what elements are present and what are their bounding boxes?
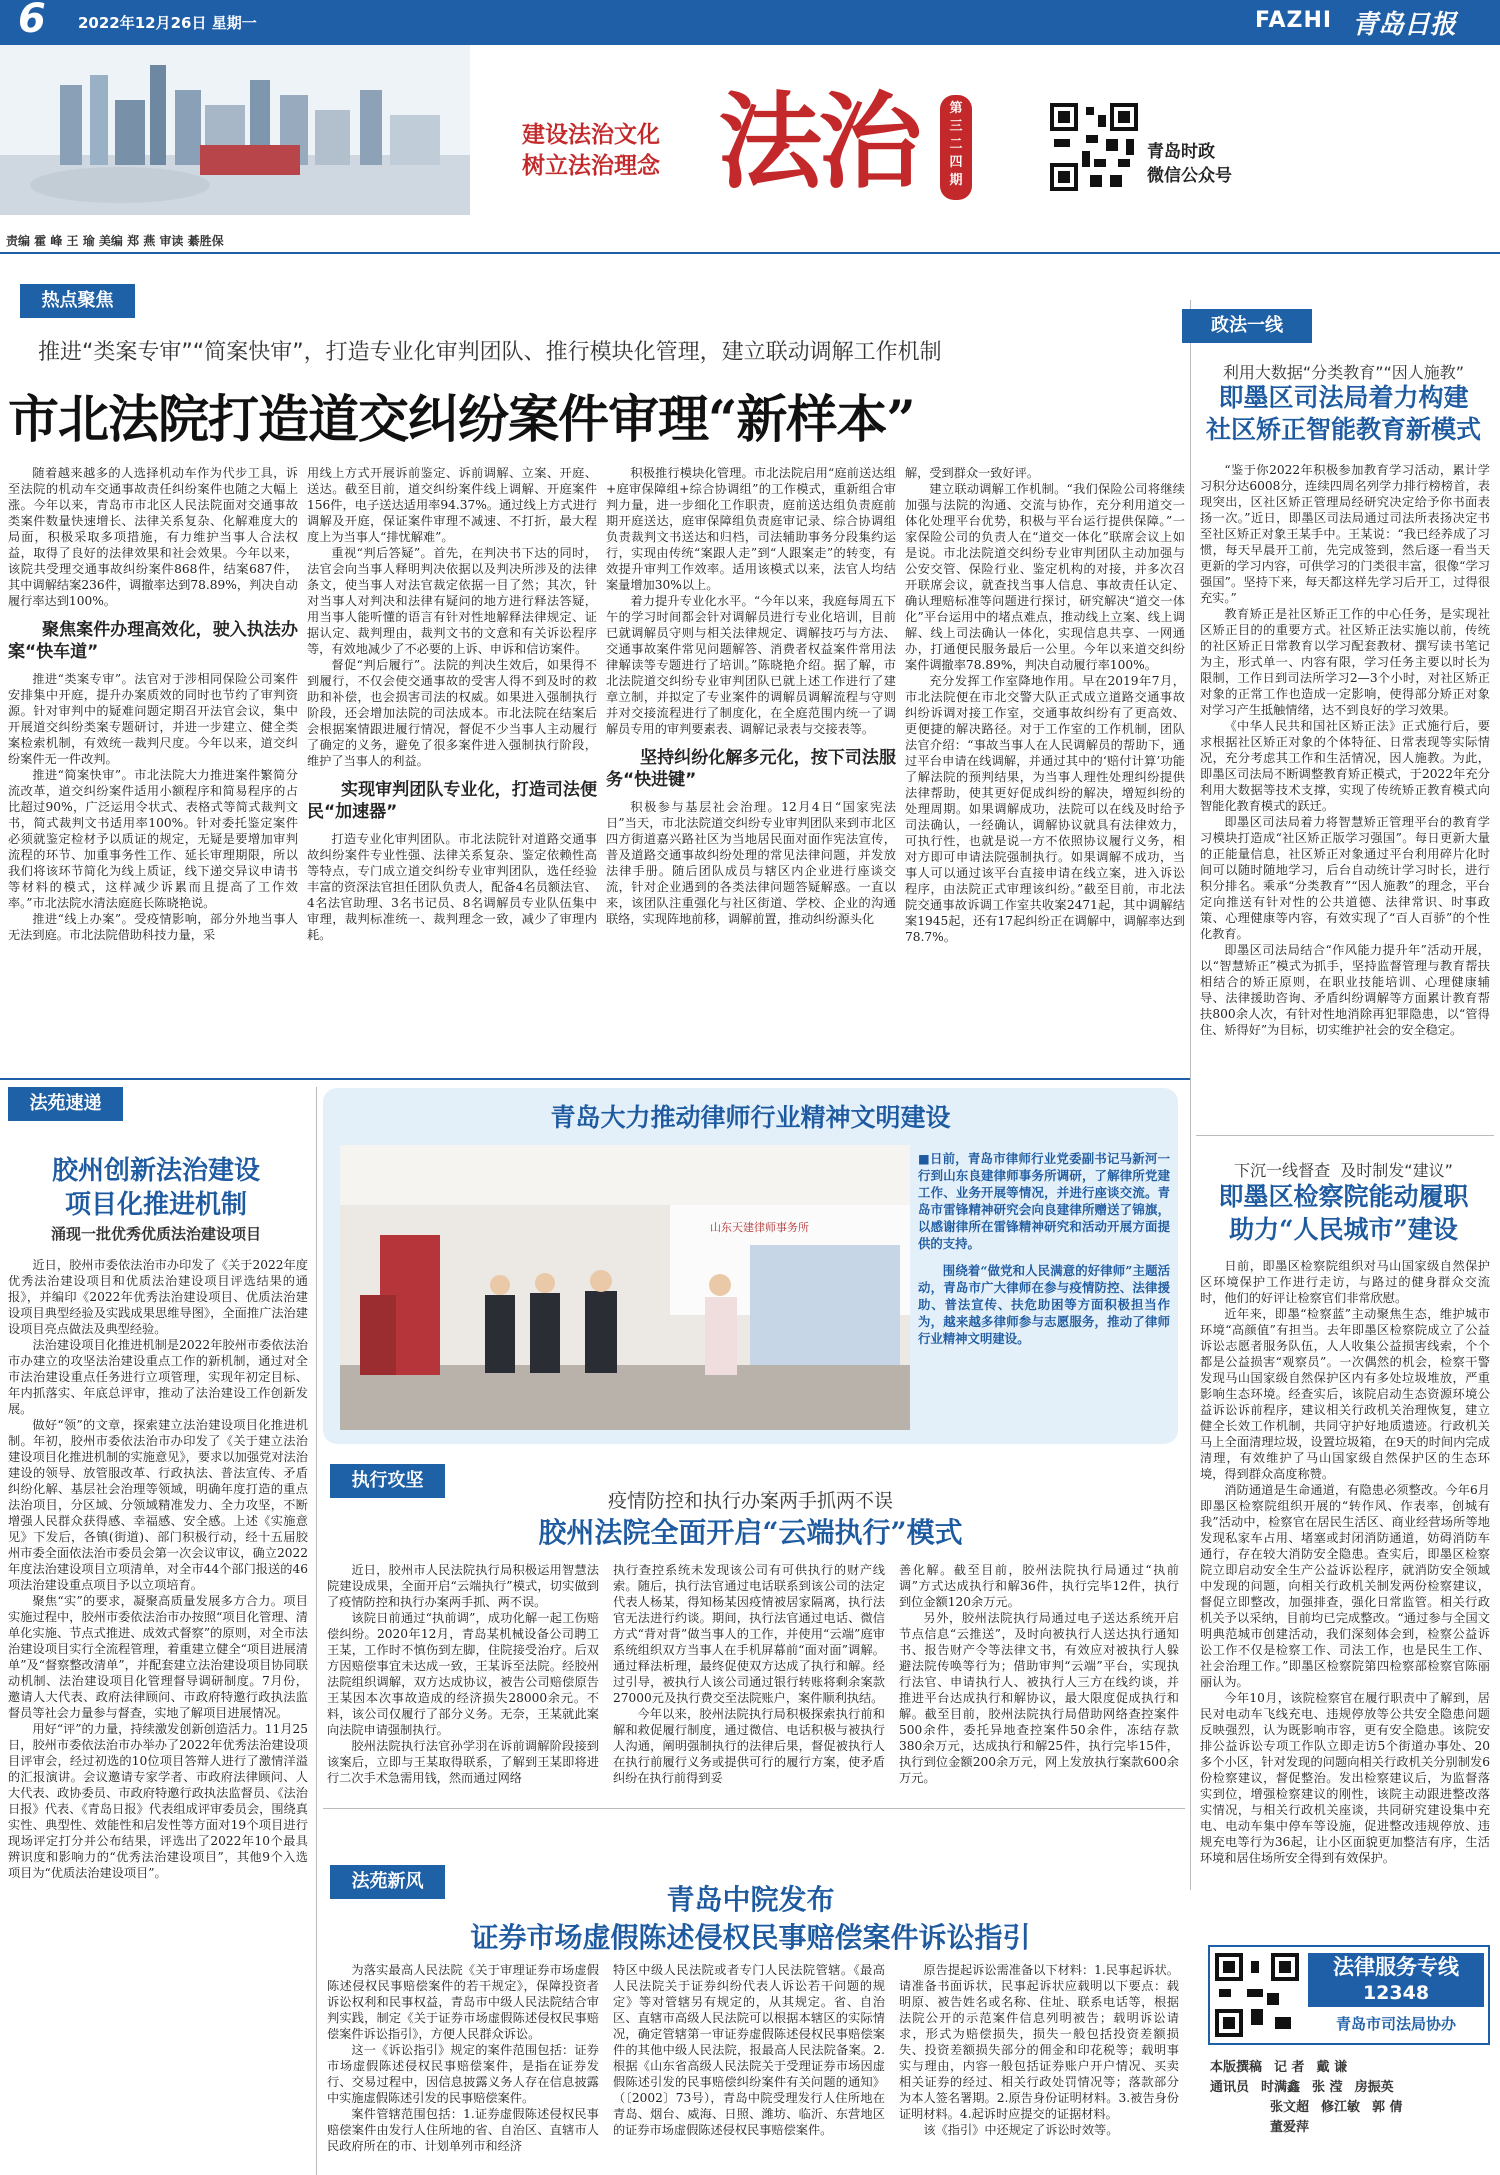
fysd-title-1: 胶州创新法治建设 [51, 1156, 260, 1186]
zfyx-p4: 即墨区司法局着力将智慧矫正管理平台的教育学习模块打造成“社区矫正版学习强国”。每日更新大量的正能量信息，社区矫正对象通过平台利用碎片化时间可以随时随地学习，后台自动统计学习时长，进行积分排名。乘承“分类教育”“因人施教”的理念，平台定向推送有针对性的公共道德、法律常识、时事政策、心理健康等内容，有效实现了“百人百骄”的个性化教育。 [1200, 815, 1490, 941]
fyxf-c1-p3: 案件管辖范围包括：1.证券虚假陈述侵权民事赔偿案件由发行人住所地的省、自治区、直辖市人民政府所在的市、计划单列市和经济 [327, 2107, 599, 2153]
jmjc-p2: 近年来，即墨“检察蓝”主动聚焦生态，维护城市环境“高颜值”有担当。去年即墨区检察院成立了公益诉讼志愿者服务队伍，人人收集公益损害线索，个个都是公益损害“观察员”。一次偶然的机会，检察干警发现马山国家级自然保护区内有多处垃圾堆放，严重影响生态环境。经查实后，该院启动生态资源环境公益诉讼诉前程序，建议相关行政机关治理恢复，建立健全长效工作机制，共同守护好地质遗迹。行政机关马上全面清理垃圾，设置垃圾箱，在9天的时间内完成清理，有效维护了马山国家级自然保护区的生态环境，得到群众高度称赞。 [1200, 1307, 1490, 1481]
fyxf-c1-p2: 这一《诉讼指引》规定的案件范围包括：证券市场虚假陈述侵权民事赔偿案件，是指在证券发行、交易过程中，因信息披露义务人存在信息披露中实施虚假陈述引发的民事赔偿案件。 [327, 2043, 599, 2105]
zfyx-title [1192, 382, 1495, 446]
lead-col-3 [606, 465, 896, 1070]
credit-name-4: 张文超 [1270, 2100, 1310, 2115]
credit-name-1: 时满鑫 [1261, 2080, 1301, 2095]
lead-c1-p2: 推进“类案专审”。法官对于涉相同保险公司案件安排集中开庭，提升办案质效的同时也节约了审判资源。针对审判中的疑难问题定期召开法官会议，集中开展道交纠纷类案专题研讨，并进一步建立、健全类案检索机制，有效统一裁判尺度。今年以来，道交纠纷案件无一件改判。 [8, 672, 298, 766]
credit-role: 记 者 [1274, 2060, 1305, 2075]
credit-reporter: 戴 谦 [1316, 2060, 1348, 2075]
fyxf-title-1: 青岛中院发布 [666, 1883, 835, 1916]
section-tag-hot: 热点聚焦 [20, 284, 135, 318]
zfyx-p3: 《中华人民共和国社区矫正法》正式施行后，要求根据社区矫正对象的个体特征、日常表现等实际情况，充分考虑其工作和生活情况，因人施教。为此，即墨区司法局不断调整教育矫正模式，于2022年充分利用大数据等技术支撑，实现了传统矫正教育模式向智能化教育模式的跃迁。 [1200, 719, 1490, 813]
editors-line: 责编 霍 峰 王 瑜 美编 郑 燕 审读 綦胜保 [6, 234, 224, 248]
qr-code [1050, 103, 1138, 191]
mid-divider [323, 1808, 1185, 1809]
zxgj-title: 胶州法院全面开启“云端执行”模式 [538, 1516, 963, 1549]
right-divider-1 [1196, 1135, 1494, 1136]
lead-c1-p3: 推进“简案快审”。市北法院大力推进案件繁简分流改革，道交纠纷案件适用小额程序和简易程序的占比超过90%，广泛运用令状式、表格式等简式裁判文书，简式裁判文书适用率100%。针对委托鉴定案件必须就鉴定检材予以质证的规定，无疑是要增加审判流程的环节、加重事务性工作、延长审理期限，所以我们将该环节简化为线上质证，线下递交异议申请书等材料的模式，这样减少诉累而且提高了工作效率。”市北法院水清法庭庭长陈晓艳说。 [8, 768, 298, 910]
brand-en: FAZHI [1255, 8, 1333, 33]
issue-date: 2022年12月26日 星期一 [78, 14, 257, 32]
lead-bottom-rule [0, 1078, 1190, 1080]
slogan-line-2: 树立法治理念 [522, 153, 660, 179]
ad-qr-code [1215, 1953, 1299, 2037]
right-column-divider [1190, 300, 1191, 1890]
credit-label-2: 通讯员 [1210, 2080, 1250, 2095]
lead-kicker: 推进“类案专审”“简案快审”，打造专业化审判团队、推行模块化管理，建立联动调解工作机制 [38, 340, 942, 365]
zfyx-p1: “鉴于你2022年积极参加教育学习活动，累计学习积分达6008分，连续四周名列学力排行榜榜首，表现突出，区社区矫正管理局经研究决定给予你书面表扬一次。”近日，即墨区司法局通过司法所表扬决定书至社区矫正对象王某手中。王某说：“我已经养成了习惯，每天早晨开工前，先完成签到，然后逐一看当天更新的学习内容，可供学习的门类很丰富，很像“学习强国”。坚持下来，每天都这样先学习后开工，过得很充实。” [1200, 463, 1490, 605]
fysd-p4: 聚焦“实”的要求，凝聚高质量发展多方合力。项目实施过程中，胶州市委依法治市办按照“项目化管理、清单化实施、节点式推进、成效式督察”的原则，对全市法治建设项目实行全流程管理，着重建立健全“项目进展清单”及“督察整改清单”，并配套建立法治建设项目协同联动机制、法治建设项目化管理督导调研制度。7月份，邀请人大代表、政府法律顾问、市政府特邀行政执法监督员等社会力量参与督查，实地了解项目进展情况。 [8, 1594, 308, 1720]
fyxf-col-3 [899, 1962, 1179, 2175]
section-tag-fyxf: 法苑新风 [330, 1865, 445, 1899]
lead-c2-p1: 用线上方式开展诉前鉴定、诉前调解、立案、开庭、送达。截至目前，道交纠纷案件线上调解、开庭案件156件，电子送达适用率94.37%。通过线上方式进行调解及开庭，保证案件审理不减速、不打折，最大程度上为当事人“排忧解难”。 [307, 466, 597, 544]
fysd-title-2: 项目化推进机制 [64, 1190, 247, 1220]
left-column-divider [316, 1087, 317, 2175]
lead-subhead-3: 坚持纠纷化解多元化，按下司法服务“快进键” [606, 748, 896, 790]
zfyx-p2: 教育矫正是社区矫正工作的中心任务，是实现社区矫正目的的重要方式。社区矫正法实施以前，传统的社区矫正日常教育以学习配套教材、撰写读书笔记为主，形式单一、内容有限，学习任务主要以时长为限制，工作日到司法所学习2—3个小时，对社区矫正对象的正常工作也造成一定影响，使得部分矫正对象对学习产生抵触情绪，达不到良好的学习效果。 [1200, 607, 1490, 717]
zfyx-title-2: 社区矫正智能教育新模式 [1205, 415, 1481, 444]
fysd-p2: 法治建设项目化推进机制是2022年胶州市委依法治市办建立的攻坚法治建设重点工作的新机制，通过对全市法治建设重点任务进行立项管理，实现年初定目标、年内抓落实、年底总评审，推动了法治建设工作创新发展。 [8, 1338, 308, 1416]
fysd-kicker: 涌现一批优秀优质法治建设项目 [50, 1225, 261, 1243]
feature-title: 青岛大力推动律师行业精神文明建设 [550, 1103, 951, 1132]
lead-col-4 [905, 465, 1185, 1070]
feature-photo [340, 1145, 910, 1430]
fysd-p3: 做好“领”的文章，探索建立法治建设项目化推进机制。年初，胶州市委依法治市办印发了《关于建立法治建设项目化推进机制的实施意见》，要求以加强党对法治建设的领导、放管服改革、行政执法、普法宣传、矛盾纠纷化解、基层社会治理等领域，明确年度打造的重点法治项目，分区域、分领域精准发力、全力攻坚，不断增强人民群众获得感、幸福感、安全感。上述《实施意见》下发后，各镇(街道)、部门积极行动，经十五届胶州市委全面依法治市委员会第一次会议审议，确立2022年度法治建设项目立项清单，对全市44个部门报送的46项法治建设重点项目予以立项培育。 [8, 1418, 308, 1592]
lead-col-2 [307, 465, 597, 1070]
zxgj-c1-p3: 胶州法院执行法官孙学羽在诉前调解阶段接到该案后，立即与王某取得联系，了解到王某即将进行二次手术急需用钱，然而通过网络 [327, 1739, 599, 1785]
zxgj-kicker: 疫情防控和执行办案两手抓两不误 [607, 1490, 893, 1512]
fyxf-c2-p1: 特区中级人民法院或者专门人民法院管辖。《最高人民法院关于证券纠纷代表人诉讼若干问题的规定》等对管辖另有规定的，从其规定。省、自治区、直辖市高级人民法院可以根据本辖区的实际情况，确定管辖第一审证券虚假陈述侵权民事赔偿案件的其他中级人民法院，报最高人民法院备案。2.根据《山东省高级人民法院关于受理证券市场因虚假陈述引发的民事赔偿纠纷案件有关问题的通知》（〔2002〕73号），青岛中院受理发行人住所地在青岛、烟台、威海、日照、潍坊、临沂、东营地区的证券市场虚假陈述侵权民事赔偿案件。 [613, 1963, 885, 2137]
zxgj-col-3 [899, 1562, 1179, 1802]
reporter-credits [1210, 2058, 1495, 2138]
jmjc-p1: 日前，即墨区检察院组织对马山国家级自然保护区环境保护工作进行走访，与路过的健身群众交流时，他们的好评让检察官们非常欣慰。 [1200, 1259, 1490, 1305]
masthead-title: 法治 [718, 80, 919, 203]
jmjc-title-2: 助力“人民城市”建设 [1229, 1215, 1458, 1244]
zfyx-p5: 即墨区司法局结合“作风能力提升年”活动开展，以“智慧矫正”模式为抓手，坚持监督管理与教育帮扶相结合的矫正原则，在职业技能培训、心理健康辅导、法律援助咨询、矛盾纠纷调解等方面累计教育帮扶800余人次，有针对性地消除再犯罪隐患，以“管得住、矫得好”为目标，切实维护社会的安全稳定。 [1200, 943, 1490, 1037]
zfyx-body [1200, 462, 1490, 1102]
fysd-body [8, 1257, 308, 2175]
credit-label-1: 本版撰稿 [1210, 2060, 1263, 2075]
jmjc-p4: 今年10月，该院检察官在履行职责中了解到，居民对电动车飞线充电、违规停放等公共安全隐患问题反映强烈，认为既影响市容，更有安全隐患。该院安排公益诉讼专项工作队立即走访5个街道办事处、20多个小区，针对发现的问题向相关行政机关分别制发6份检察建议，督促整治。发出检察建议后，为监督落实到位，增强检察建议的刚性，该院主动跟进整改落实情况，与相关行政机关座谈，共同研究建设集中充电、电动车集中停车等设施，促进整改违规停放、违规充电等行为36起，让小区面貌更加整洁有序，生活环境和居住场所安全得到有效保护。 [1200, 1691, 1490, 1865]
slogan-line-1: 建设法治文化 [522, 122, 660, 148]
credit-name-7: 董爱萍 [1270, 2120, 1310, 2135]
jmjc-title-1: 即墨区检察院能动履职 [1218, 1182, 1469, 1211]
ad-banner [1308, 1953, 1484, 2007]
jmjc-kicker: 下沉一线督查 及时制发“建议” [1234, 1161, 1453, 1180]
ad-title: 法律服务专线 [1333, 1955, 1459, 1979]
feature-photo-sign: 山东天建律师事务所 [710, 1221, 809, 1234]
lead-c1-p1: 随着越来越多的人选择机动车作为代步工具，诉至法院的机动车交通事故责任纠纷案件也随之大幅上涨。今年以来，青岛市市北区人民法院面对交通事故类案件数量快速增长、法律关系复杂、化解难度大的局面，积极采取多项措施，有力维护当事人合法权益，取得了良好的法律效果和社会效果。今年以来，该院共受理交通事故纠纷案件868件，结案687件，其中调解结案236件，调撤率达到78.89%，判决自动履行率达到100%。 [8, 466, 298, 608]
section-tag-fysd: 法苑速递 [8, 1087, 123, 1121]
lead-c2-p3: 督促“判后履行”。法院的判决生效后，如果得不到履行，不仅会使交通事故的受害人得不到及时的救助和补偿，也会损害司法的权威。如果进入强制执行阶段，还会增加法院的司法成本。市北法院在结案后会根据案情跟进履行情况，督促不少当事人主动履行了确定的义务，避免了很多案件进入强制执行阶段，维护了当事人的利益。 [307, 658, 597, 768]
header-divider [0, 252, 1500, 254]
lead-title: 市北法院打造道交纠纷案件审理“新样本” [8, 390, 915, 450]
lead-c2-p2: 重视“判后答疑”。首先，在判决书下达的同时，法官会向当事人释明判决依据以及判决所涉及的法律条文，使当事人对法官裁定依据一目了然；其次，针对当事人对判决和法律有疑问的地方进行释法答疑，用当事人能听懂的语言有针对性地解释法律规定、证据认定、裁判理由，裁判文书的文意和有关诉讼程序等，有效地减少了不必要的上诉、申诉和信访案件。 [307, 546, 597, 656]
lead-c3-p1: 积极推行模块化管理。市北法院启用“庭前送达组+庭审保障组+综合协调组”的工作模式，重新组合审判力量，进一步细化工作职责，庭前送达组负责庭前期开庭送达，庭审保障组负责庭审记录、综合协调组负责裁判文书送达和归档，司法辅助事务分段集约运行，实现由传统“案跟人走”到“人跟案走”的转变，有效提升审判工作效率。适用该模式以来，法官人均结案量增加30%以上。 [606, 466, 896, 592]
ad-number: 12348 [1362, 1982, 1430, 2004]
hotline-ad[interactable] [1208, 1945, 1490, 2045]
lead-c2-p4: 打造专业化审判团队。市北法院针对道路交通事故纠纷案件专业性强、法律关系复杂、鉴定依赖性高等特点，专门成立道交纠纷专业审判团队，选任经验丰富的资深法官担任团队负责人，配备4名员额法官、4名法官助理、3名书记员、8名调解员专业队伍集中审理，裁判标准统一、裁判理念一致，减少了审理内耗。 [307, 832, 597, 942]
lead-subhead-1: 聚焦案件办理高效化，驶入执法办案“快车道” [8, 620, 298, 662]
credit-name-3: 房振英 [1354, 2080, 1394, 2095]
zxgj-c1-p2: 该院日前通过“执前调”，成功化解一起工伤赔偿纠纷。2020年12月，青岛某机械设备公司聘工王某，工作时不慎伤到左脚，住院接受治疗。后双方因赔偿事宜未达成一致，王某诉至法院。经胶州法院组织调解，双方达成协议，被告公司赔偿原告王某因本次事故造成的经济损失28000余元。不料，该公司仅履行了部分义务。无奈，王某就此案向法院申请强制执行。 [327, 1611, 599, 1737]
lead-c3-p2: 着力提升专业化水平。“今年以来，我庭每周五下午的学习时间都会针对调解员进行专业化培训，目前已就调解员守则与相关法律规定、调解技巧与方法、交通事故案件常见问题解答、消费者权益案件常用法律解读等专题进行了培训。”陈晓艳介绍。据了解，市北法院道交纠纷专业审判团队已就上述工作进行了建章立制，并拟定了专业案件的调解员调解流程与守则并对交接流程进行了制度化，在全庭范围内统一了调解员专用的审判要素表、调解记录表与交接表等。 [606, 594, 896, 736]
wechat-label [1147, 140, 1232, 188]
wechat-name: 青岛时政 [1147, 142, 1215, 162]
fysd-p5: 用好“评”的力量，持续激发创新创造活力。11月25日，胶州市委依法治市办举办了2022年优秀法治建设项目评审会，经过初选的10位项目答辩人进行了激情洋溢的汇报演讲。会议邀请专家学者、市政府法律顾问、人大代表、政协委员、市政府特邀行政执法监督员、《法治日报》代表、《青岛日报》代表组成评审委员会，围绕真实性、典型性、效能性和启发性等方面对19个项目进行现场评定打分并公布结果，评选出了2022年10个最具辨识度和影响力的“优秀法治建设项目”，其他9个入选项目为“优质法治建设项目”。 [8, 1722, 308, 1880]
zxgj-c3-p2: 另外，胶州法院执行局通过电子送达系统开启节点信息“云推送”，及时向被执行人送达执行通知书、报告财产令等法律文书，有效应对被执行人躲避法院传唤等行为；借助审判“云端”平台，实现执行法官、申请执行人、被执行人三方在线约谈，并推进平台达成执行和解协议，最大限度促成执行和解。截至目前，胶州法院执行局借助网络查控案件500余件，委托异地查控案件50余件，冻结存款380余万元，达成执行和解25件，执行完毕15件，执行到位金额200余万元，网上发放执行案款600余万元。 [899, 1611, 1179, 1785]
jmjc-title [1192, 1180, 1495, 1246]
fyxf-c3-p1: 原告提起诉讼需准备以下材料：1.民事起诉状。请准备书面诉状，民事起诉状应载明以下要点：载明原、被告姓名或名称、住址、联系电话等，根据法院公开的示范案件信息列明被告；载明诉讼请求，形式为赔偿损失，损失一般包括投资差额损失、投资差额损失部分的佣金和印花税等；载明事实与理由，内容一般包括证券账户开户情况、买卖相关证券的经过、相关行政处罚情况等；落款部分为本人签名署期。2.原告身份证明材料。3.被告身份证明材料。4.起诉时应提交的证据材料。 [899, 1963, 1179, 2121]
fyxf-c3-p2: 该《指引》中还规定了诉讼时效等。 [923, 2123, 1119, 2137]
fyxf-c1-p1: 为落实最高人民法院《关于审理证券市场虚假陈述侵权民事赔偿案件的若干规定》，保障投资者诉讼权利和民事权益，青岛市中级人民法院结合审判实践，制定《关于证券市场虚假陈述侵权民事赔偿案件诉讼指引》，方便人民群众诉讼。 [327, 1963, 599, 2041]
lead-c1-p4: 推进“线上办案”。受疫情影响，部分外地当事人无法到庭。市北法院借助科技力量，采 [8, 912, 298, 942]
fyxf-col-1 [327, 1962, 599, 2175]
lead-c4-p2: 建立联动调解工作机制。“我们保险公司将继续加强与法院的沟通、交流与协作，充分利用道交一体化处理平台优势，积极与平台运行提供保障。”一家保险公司的负责人在“道交一体化”联席会议上如是说。市北法院道交纠纷专业审判团队主动加强与公安交管、保险行业、鉴定机构的对接，并多次召开联席会议，就查找当事人信息、事故责任认定、确认理赔标准等问题进行探讨，研究解决“道交一体化”平台运用中的堵点难点，推动线上立案、线上调解、线上司法确认一体化，实现信息共享、一网通办，打通便民服务最后一公里。今年以来道交纠纷案件调撤率78.89%，判决自动履行率100%。 [905, 482, 1185, 672]
issue-number: 第三二四期 [949, 101, 963, 188]
zxgj-c1-p1: 近日，胶州市人民法院执行局积极运用智慧法院建设成果，全面开启“云端执行”模式，切实做到了疫情防控和执行办案两手抓、两不误。 [327, 1563, 599, 1609]
feature-caption-2: 围绕着“做党和人民满意的好律师”主题活动，青岛市广大律师在参与疫情防控、法律援助、普法宣传、扶危助困等方面积极担当作为，越来越多律师参与志愿服务，推动了律师行业精神文明建设。 [918, 1263, 1170, 1346]
section-tag-zfyx: 政法一线 [1182, 309, 1312, 343]
header-slogan [496, 120, 686, 182]
credit-name-6: 郭 倩 [1372, 2100, 1403, 2115]
wechat-type: 微信公众号 [1147, 166, 1232, 186]
zfyx-title-1: 即墨区司法局着力构建 [1218, 383, 1469, 412]
feature-caption [918, 1150, 1170, 1435]
fyxf-title-2: 证券市场虚假陈述侵权民事赔偿案件诉讼指引 [470, 1921, 1031, 1954]
credit-name-2: 张 滢 [1312, 2080, 1343, 2095]
paper-logo: 青岛日报 [1352, 10, 1457, 40]
zxgj-c3-p1: 善化解。截至目前，胶州法院执行局通过“执前调”方式达成执行和解36件，执行完毕12件，执行到位金额120余万元。 [899, 1563, 1179, 1609]
fysd-p1: 近日，胶州市委依法治市办印发了《关于2022年度优秀法治建设项目和优质法治建设项目评选结果的通报》，并编印《2022年优秀法治建设项目、优质法治建设项目典型经验及实践成果思维导图》，全面推广法治建设项目亮点做法及典型经验。 [8, 1258, 308, 1336]
page-number: 6 [18, 0, 46, 42]
credit-name-5: 修江敏 [1321, 2100, 1361, 2115]
zxgj-col-2 [613, 1562, 885, 1802]
zxgj-col-1 [327, 1562, 599, 1802]
lead-c3-p3: 积极参与基层社会治理。12月4日“国家宪法日”当天，市北法院道交纠纷专业审判团队来到市北区四方街道嘉兴路社区为当地居民面对面作宪法宣传，普及道路交通事故纠纷处理的常见法律问题，并发放法律手册。随后团队成员与辖区内企业进行座谈交流，针对企业遇到的各类法律问题答疑解惑。一直以来，该团队注重强化与社区街道、学校、企业的沟通联络，实现阵地前移，调解前置，推动纠纷源头化 [606, 800, 896, 926]
jmjc-body [1200, 1258, 1490, 1898]
lead-col-1 [8, 465, 298, 1070]
jmjc-p3: 消防通道是生命通道，有隐患必须整改。今年6月即墨区检察院组织开展的“转作风、作表率，创城有我”活动中，检察官在居民生活区、商业经营场所等地发现私家车占用、堵塞或封闭消防通道，妨碍消防车通行，存在较大消防安全隐患。查实后，即墨区检察院立即启动安全生产公益诉讼程序，就消防安全领域中发现的问题，向相关行政机关制发两份检察建议，督促立即整改，加强排查，强化日常监管。相关行政机关予以采纳，目前均已完成整改。“通过参与全国文明典范城市创建活动，我们深刻体会到，检察公益诉讼工作不仅是检察工作、司法工作，也是民生工作、社会治理工作。”即墨区检察院第四检察部检察官陈丽丽认为。 [1200, 1483, 1490, 1689]
zxgj-c2-p1: 执行查控系统未发现该公司有可供执行的财产线索。随后，执行法官通过电话联系到该公司的法定代表人杨某，得知杨某因疫情被居家隔离，执行法官无法进行约谈。期间，执行法官通过电话、微信方式“背对背”做当事人的工作，并使用“云端”庭审系统组织双方当事人在手机屏幕前“面对面”调解。通过释法析理，最终促使双方达成了执行和解。经过引导，被执行人该公司通过银行转账将剩余案款27000元及执行费交至法院账户，案件顺利执结。 [613, 1563, 885, 1705]
lead-c4-p3: 充分发挥工作室降地作用。早在2019年7月，市北法院便在市北交警大队正式成立道路交通事故纠纷诉调对接工作室，交通事故纠纷有了更高效、更便捷的解决路径。对于工作室的工作机制，团队法官介绍：“事故当事人在人民调解员的帮助下，通过平台申请在线调解，并通过其中的‘赔付计算’功能了解法院的预判结果，为当事人理性处理纠纷提供法律帮助，使其更好促成纠纷的解决，增短纠纷的处理周期。如果调解成功，法院可以在线及时给予司法确认，一经确认，调解协议就具有法律效力，可执行性，也就是说一方不依照协议履行义务，相对方即可申请法院强制执行。如果调解不成功，当事人可以通过该平台直接申请在线立案，进入诉讼程序，由法院正式审理该纠纷。”截至目前，市北法院交通事故诉调工作室共收案2471起，其中调解结案1945起，还有17起纠纷正在调解中，调解率达到78.7%。 [905, 674, 1185, 944]
fysd-title [6, 1154, 306, 1222]
feature-caption-1: ■日前，青岛市律师行业党委副书记马新河一行到山东良建律师事务所调研，了解律所党建工作、业务开展等情况，并进行座谈交流。青岛市雷锋精神研究会向良建律所赠送了锦旗，以感谢律所在雷锋精神研究和活动开展方面提供的支持。 [918, 1151, 1170, 1251]
lead-subhead-2: 实现审判团队专业化，打造司法便民“加速器” [307, 780, 597, 822]
zxgj-c2-p2: 今年以来，胶州法院执行局积极探索执行前和解和救促履行制度，通过微信、电话积极与被执行人沟通，阐明强制执行的法律后果，督促被执行人在执行前履行义务或提供可行的履行方案，使矛盾纠纷在执行前得到妥 [613, 1707, 885, 1785]
zfyx-kicker: 利用大数据“分类教育”“因人施教” [1222, 363, 1465, 382]
ad-org: 青岛市司法局协办 [1335, 2015, 1456, 2033]
fyxf-col-2 [613, 1962, 885, 2175]
section-tag-zxgj: 执行攻坚 [330, 1464, 445, 1498]
city-skyline-illustration [0, 45, 470, 215]
lead-c4-p1: 解，受到群众一致好评。 [905, 466, 1040, 480]
